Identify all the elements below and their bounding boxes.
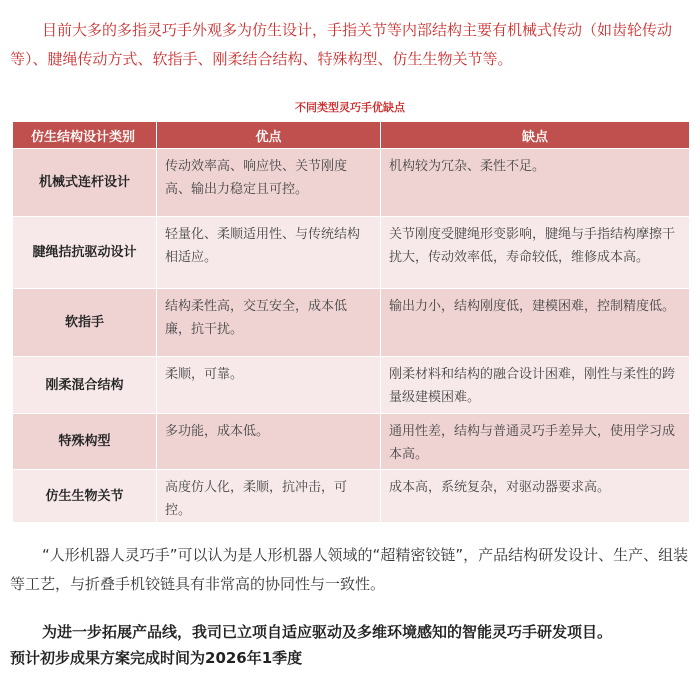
row-pros: 结构柔性高，交互安全，成本低廉，抗干扰。 [157, 289, 381, 357]
row-category: 仿生生物关节 [13, 470, 157, 523]
hinge-paragraph: “人形机器人灵巧手”可以认为是人形机器人领域的“超精密铰链”，产品结构研发设计、生产、组装等工艺，与折叠手机铰链具有非常高的协同性与一致性。 [10, 546, 689, 593]
project-paragraph [10, 619, 690, 671]
row-cons: 关节刚度受腱绳形变影响，腱绳与手指结构摩擦干扰大，传动效率低，寿命较低，维修成本高。 [381, 217, 690, 289]
row-category: 软指手 [13, 289, 157, 357]
table-row [13, 149, 690, 217]
row-pros: 柔顺，可靠。 [157, 357, 381, 414]
table-header-row [13, 122, 690, 149]
row-cons: 输出力小，结构刚度低，建模困难，控制精度低。 [381, 289, 690, 357]
table-row [13, 289, 690, 357]
row-pros: 多功能，成本低。 [157, 414, 381, 470]
table-title: 不同类型灵巧手优缺点 [295, 101, 405, 114]
header-cons: 缺点 [381, 122, 690, 149]
table-row [13, 414, 690, 470]
row-category: 刚柔混合结构 [13, 357, 157, 414]
row-cons: 通用性差，结构与普通灵巧手差异大，使用学习成本高。 [381, 414, 690, 470]
comparison-table [12, 121, 690, 523]
row-category: 腱绳拮抗驱动设计 [13, 217, 157, 289]
intro-paragraph: 目前大多的多指灵巧手外观多为仿生设计，手指关节等内部结构主要有机械式传动（如齿轮传动等）、腱绳传动方式、软指手、刚柔结合结构、特殊构型、仿生生物关节等。 [10, 21, 673, 68]
table-row [13, 357, 690, 414]
row-cons: 成本高，系统复杂，对驱动器要求高。 [381, 470, 690, 523]
row-cons: 刚柔材料和结构的融合设计困难，刚性与柔性的跨量级建模困难。 [381, 357, 690, 414]
row-category: 机械式连杆设计 [13, 149, 157, 217]
project-line-2: 预计初步成果方案完成时间为2026年1季度 [10, 649, 303, 667]
header-category: 仿生结构设计类别 [13, 122, 157, 149]
row-pros: 传动效率高、响应快、关节刚度高、输出力稳定且可控。 [157, 149, 381, 217]
header-pros: 优点 [157, 122, 381, 149]
row-pros: 轻量化、柔顺适用性、与传统结构相适应。 [157, 217, 381, 289]
table-row [13, 217, 690, 289]
table-row [13, 470, 690, 523]
project-line-1: 为进一步拓展产品线，我司已立项自适应驱动及多维环境感知的智能灵巧手研发项目。 [42, 623, 613, 641]
row-cons: 机构较为冗杂、柔性不足。 [381, 149, 690, 217]
row-category: 特殊构型 [13, 414, 157, 470]
row-pros: 高度仿人化，柔顺，抗冲击，可控。 [157, 470, 381, 523]
